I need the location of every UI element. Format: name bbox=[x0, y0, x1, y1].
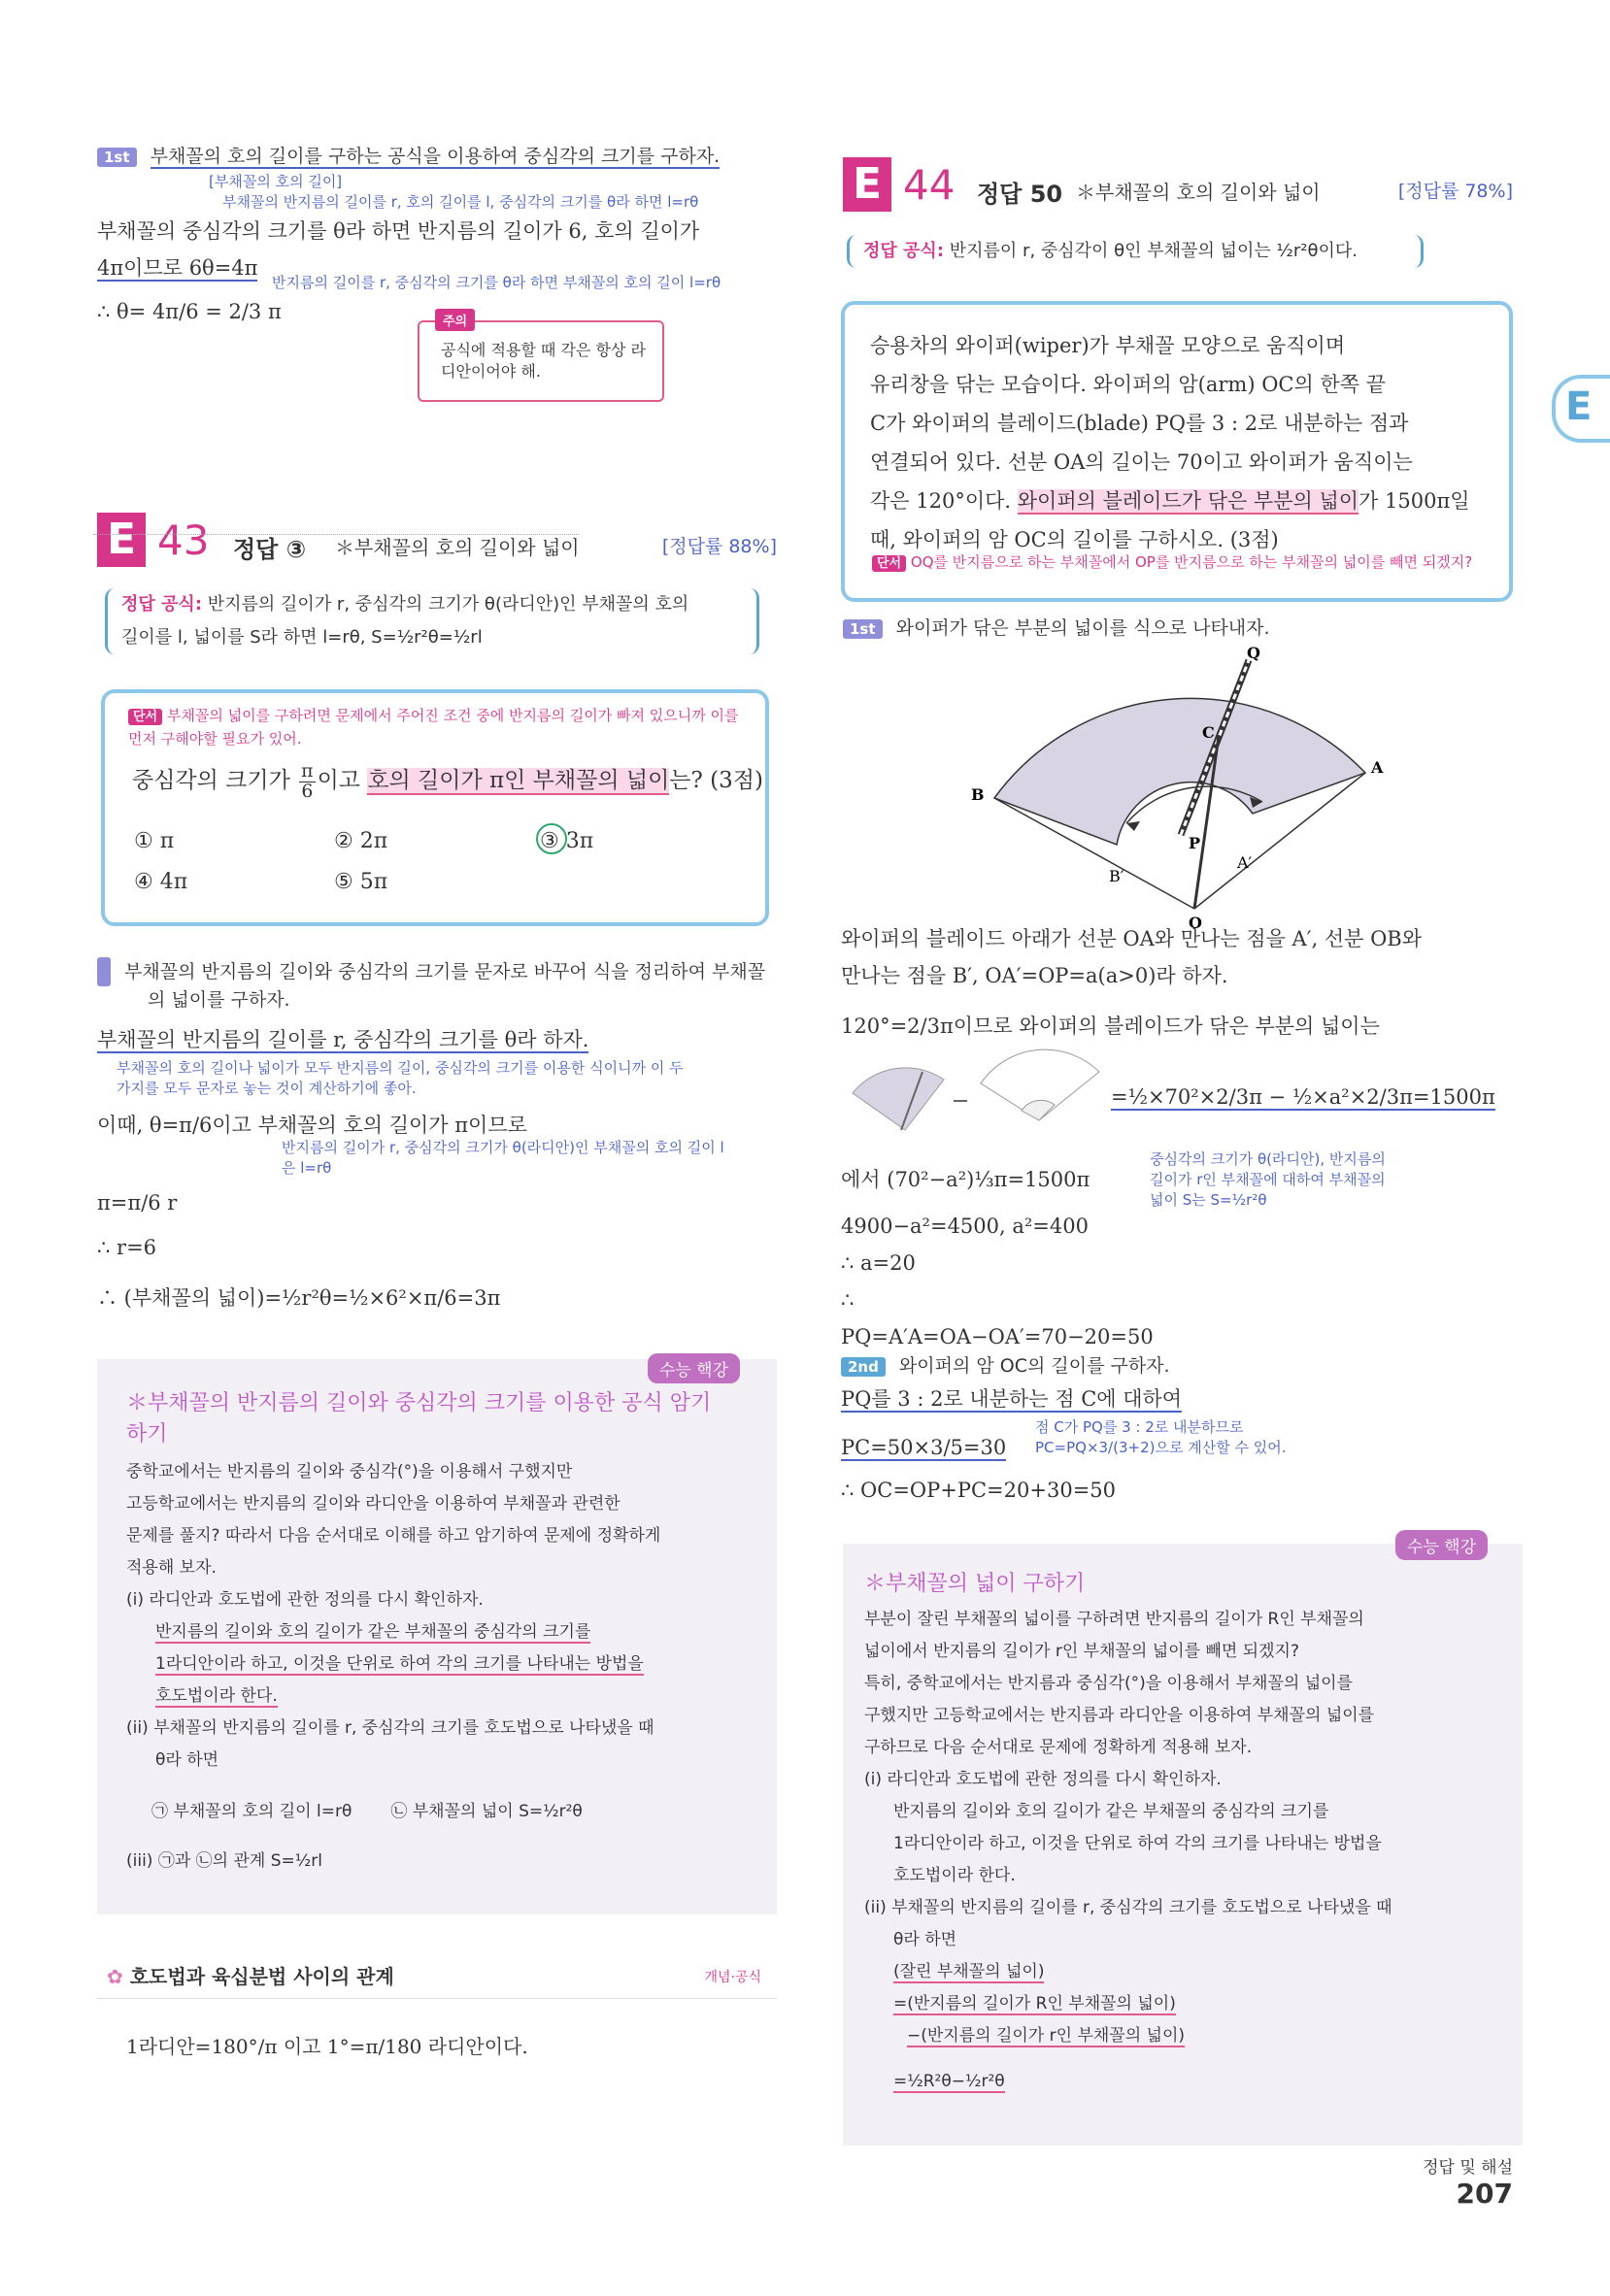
tip-badge: 수능 핵강 bbox=[1395, 1530, 1488, 1560]
section-letter: E bbox=[843, 157, 891, 212]
question-text: 중심각의 크기가 bbox=[132, 768, 290, 793]
choice-5[interactable]: ⑤ 5π bbox=[334, 870, 388, 894]
left-step2-header bbox=[53, 957, 777, 1014]
tip-text: 부분이 잘린 부채꼴의 넓이를 구하려면 반지름의 길이가 R인 부채꼴의 bbox=[864, 1610, 1364, 1629]
solution-line: 만나는 점을 B′, OA′=OP=a(a>0)라 하자. bbox=[841, 964, 1228, 987]
equation: 4π이므로 6θ=4π bbox=[97, 256, 258, 280]
tip-text: 반지름의 길이와 호의 길이가 같은 부채꼴의 중심각의 크기를 bbox=[893, 1802, 1329, 1821]
right-solution-3 bbox=[841, 1381, 1521, 1509]
question-text: C가 와이퍼의 블레이드(blade) PQ를 3 : 2로 내분하는 점과 bbox=[870, 412, 1409, 435]
wiper-figure bbox=[952, 641, 1418, 932]
relation-box bbox=[97, 1953, 777, 2078]
step-title: 와이퍼의 암 OC의 길이를 구하자. bbox=[898, 1355, 1170, 1377]
tip-title: ＊부채꼴의 반지름의 길이와 중심각의 크기를 이용한 공식 암기하기 bbox=[126, 1391, 712, 1447]
solution-line: ∴ r=6 bbox=[97, 1236, 157, 1259]
note-head: [부채꼴의 호의 길이] bbox=[209, 173, 343, 190]
label-q: Q bbox=[1247, 644, 1260, 662]
step-title: 부채꼴의 호의 길이를 구하는 공식을 이용하여 중심각의 크기를 구하자. bbox=[150, 146, 721, 167]
problem-e43-header bbox=[97, 513, 777, 567]
small-sector-inner bbox=[1022, 1100, 1055, 1120]
relation-tag: 개념·공식 bbox=[704, 1970, 761, 1985]
step-title: 부채꼴의 반지름의 길이와 중심각의 크기를 문자로 바꾸어 식을 정리하여 부채꼴의 넓이를 구하자. bbox=[124, 960, 766, 1011]
problem-e44-header bbox=[843, 157, 1513, 212]
section-letter: E bbox=[97, 513, 146, 567]
question-text: 각은 120°이다. bbox=[870, 489, 1012, 513]
left-column bbox=[97, 142, 777, 330]
tip-text: 호도법이라 한다. bbox=[155, 1686, 278, 1706]
question-text: 유리창을 닦는 모습이다. 와이퍼의 암(arm) OC의 한쪽 끝 bbox=[870, 373, 1386, 396]
flower-icon: ✿ bbox=[107, 1965, 123, 1988]
tip-formula: (잘린 부채꼴의 넓이) bbox=[893, 1962, 1045, 1981]
fraction bbox=[299, 759, 315, 802]
question-highlight: 호의 길이가 π인 부채꼴의 넓이 bbox=[367, 768, 670, 793]
hint-label: 단서 bbox=[128, 709, 162, 725]
question-text: 가 1500π일 bbox=[1358, 489, 1470, 513]
solution-line: ∴ a=20 bbox=[841, 1251, 916, 1275]
label-a: A bbox=[1371, 758, 1384, 777]
divider bbox=[97, 1998, 777, 1999]
right-solution-2 bbox=[841, 1161, 1152, 1355]
tip-formula: ㉡ 부채꼴의 넓이 S=½r²θ bbox=[390, 1802, 583, 1821]
choice-1[interactable]: ① π bbox=[134, 829, 175, 853]
wiped-region bbox=[994, 698, 1365, 845]
small-sector-big bbox=[853, 1068, 944, 1130]
answer: 정답 ③ bbox=[233, 536, 307, 563]
hint-text: OQ를 반지름으로 하는 부채꼴에서 OP를 반지름으로 하는 부채꼴의 넓이를 빼면 되겠지? bbox=[910, 553, 1473, 571]
tip-text: 특히, 중학교에서는 반지름과 중심각(°)을 이용해서 부채꼴의 넓이를 bbox=[864, 1674, 1353, 1693]
formula-label: 정답 공식: bbox=[121, 594, 203, 615]
equation: PQ를 3 : 2로 내분하는 점 C에 대하여 bbox=[841, 1387, 1183, 1411]
tip-body bbox=[864, 1604, 1505, 2098]
problem-number: 43 bbox=[157, 516, 210, 564]
solution-line: 와이퍼의 블레이드 아래가 선분 OA와 만나는 점을 A′, 선분 OB와 bbox=[841, 927, 1423, 950]
right-solution bbox=[841, 920, 1521, 1045]
formula-text: 반지름이 r, 중심각이 θ인 부채꼴의 넓이는 ½r²θ이다. bbox=[949, 241, 1358, 261]
tip-badge: 수능 핵강 bbox=[648, 1353, 740, 1383]
divider bbox=[93, 534, 579, 535]
solution-line: 부채꼴의 중심각의 크기를 θ라 하면 반지름의 길이가 6, 호의 길이가 bbox=[97, 219, 700, 243]
solution-line bbox=[97, 1021, 777, 1058]
hint bbox=[872, 551, 1472, 572]
answer-formula bbox=[105, 588, 759, 654]
tip-text: 1라디안이라 하고, 이것을 단위로 하여 각의 크기를 나타내는 방법을 bbox=[893, 1834, 1382, 1853]
hint bbox=[128, 705, 750, 749]
note-body: 부채꼴의 반지름의 길이를 r, 호의 길이를 l, 중심각의 크기를 θ라 하면 l=rθ bbox=[222, 193, 699, 211]
area-equation bbox=[1111, 1085, 1495, 1109]
caution-label: 주의 bbox=[435, 309, 475, 331]
solution-line: ∴ (부채꼴의 넓이)=½r²θ=½×6²×π/6=3π bbox=[97, 1286, 501, 1310]
problem-e43-box bbox=[101, 689, 769, 926]
formula-note: 중심각의 크기가 θ(라디안), 반지름의 길이가 r인 부채꼴에 대하여 부채꼴의 넓이 S는 S=½r²θ bbox=[1150, 1150, 1386, 1209]
numerator: π bbox=[301, 759, 314, 782]
solution-line: 120°=2/3π이므로 와이퍼의 블레이드가 닦은 부분의 넓이는 bbox=[841, 1015, 1380, 1038]
tip-formula: (iii) ㉠과 ㉡의 관계 S=½rl bbox=[126, 1851, 322, 1871]
formula-label: 정답 공식: bbox=[863, 241, 945, 261]
solution-line: ∴ OC=OP+PC=20+30=50 bbox=[841, 1479, 1117, 1502]
solution-line: ∴ PQ=A′A=OA−OA′=70−20=50 bbox=[841, 1288, 1154, 1348]
question-text: 는? (3점) bbox=[669, 768, 763, 793]
formula-text: 길이를 l, 넓이를 S라 하면 l=rθ, S=½r²θ=½rl bbox=[121, 627, 483, 648]
step-badge: 1st bbox=[97, 148, 137, 167]
label-b: B bbox=[971, 785, 985, 804]
relation-title bbox=[107, 1961, 394, 1989]
tip-title: ＊부채꼴의 넓이 구하기 bbox=[864, 1572, 1086, 1596]
tip-text: 반지름의 길이와 호의 길이가 같은 부채꼴의 중심각의 크기를 bbox=[155, 1622, 591, 1642]
right-tip-panel bbox=[843, 1538, 1523, 2146]
page-number: 207 bbox=[1456, 2178, 1513, 2210]
tip-text: 구했지만 고등학교에서는 반지름과 라디안을 이용하여 부채꼴의 넓이를 bbox=[864, 1706, 1375, 1725]
choice-2[interactable]: ② 2π bbox=[334, 829, 388, 853]
relation-title-text: 호도법과 육십분법 사이의 관계 bbox=[129, 1965, 394, 1988]
tip-text: (i) 라디안과 호도법에 관한 정의를 다시 확인하자. bbox=[126, 1590, 484, 1610]
arrow-left-icon bbox=[1126, 821, 1140, 831]
equation: 부채꼴의 반지름의 길이를 r, 중심각의 크기를 θ라 하자. bbox=[97, 1028, 589, 1051]
caution-text: 공식에 적용할 때 각은 항상 라디안이어야 해. bbox=[441, 341, 646, 381]
tip-text: 적용해 보자. bbox=[126, 1558, 217, 1578]
right-step2-header bbox=[841, 1351, 1170, 1378]
tip-text: (ii) 부채꼴의 반지름의 길이를 r, 중심각의 크기를 호도법으로 나타냈을 때 bbox=[864, 1898, 1392, 1917]
hint-label: 단서 bbox=[872, 555, 906, 572]
question-text: 때, 와이퍼의 암 OC의 길이를 구하시오. (3점) bbox=[870, 528, 1279, 551]
question-text: 이고 bbox=[317, 768, 360, 793]
right-step1-header bbox=[843, 614, 1270, 640]
formula-note bbox=[209, 172, 777, 213]
chapter-tab-letter: E bbox=[1565, 384, 1593, 429]
problem-e44-box bbox=[841, 301, 1513, 602]
correct-rate: [정답률 78%] bbox=[1397, 181, 1513, 202]
step-title: 와이퍼가 닦은 부분의 넓이를 식으로 나타내자. bbox=[895, 617, 1270, 639]
tip-formula: =(반지름의 길이가 R인 부채꼴의 넓이) bbox=[893, 1994, 1176, 2013]
tip-text: 넓이에서 반지름의 길이가 r인 부채꼴의 넓이를 빼면 되겠지? bbox=[864, 1642, 1299, 1661]
choice-4[interactable]: ④ 4π bbox=[134, 870, 188, 894]
tip-text: 문제를 풀지? 따라서 다음 순서대로 이해를 하고 암기하여 문제에 정확하게 bbox=[126, 1526, 661, 1546]
answer: 정답 50 bbox=[977, 181, 1063, 208]
tip-body bbox=[126, 1456, 757, 1878]
step-badge: 2nd bbox=[841, 1357, 886, 1377]
label-p: P bbox=[1189, 834, 1201, 852]
question-text: 연결되어 있다. 선분 OA의 길이는 70이고 와이퍼가 움직이는 bbox=[870, 450, 1413, 474]
choice-3[interactable]: ③ 3π bbox=[540, 829, 594, 853]
relation-text: 1라디안=180°/π 이고 1°=π/180 라디안이다. bbox=[126, 2035, 528, 2058]
question-highlight: 와이퍼의 블레이드가 닦은 부분의 넓이 bbox=[1017, 489, 1359, 513]
solution-line: ∴ θ= 4π/6 = 2/3 π bbox=[97, 300, 282, 323]
question bbox=[132, 761, 763, 801]
tip-text: 중학교에서는 반지름의 길이와 중심각(°)을 이용해서 구했지만 bbox=[126, 1462, 573, 1481]
label-o: O bbox=[1189, 914, 1202, 932]
tip-text: θ라 하면 bbox=[155, 1750, 219, 1770]
tip-formula: ㉠ 부채꼴의 호의 길이 l=rθ bbox=[151, 1802, 352, 1821]
chapter-tab[interactable] bbox=[1552, 375, 1610, 443]
solution-line: 에서 (70²−a²)⅓π=1500π bbox=[841, 1168, 1090, 1191]
topic: ＊부채꼴의 호의 길이와 넓이 bbox=[335, 536, 580, 559]
tip-text: (ii) 부채꼴의 반지름의 길이를 r, 중심각의 크기를 호도법으로 나타냈을 때 bbox=[126, 1718, 654, 1738]
equation: =½×70²×2/3π − ½×a²×2/3π=1500π bbox=[1111, 1085, 1495, 1109]
tip-text: 구하므로 다음 순서대로 문제에 정확하게 적용해 보자. bbox=[864, 1738, 1253, 1757]
caution-box bbox=[418, 315, 664, 402]
solution-line: 4900−a²=4500, a²=400 bbox=[841, 1215, 1089, 1238]
selected-answer-mark bbox=[536, 823, 567, 854]
solution-line: π=π/6 r bbox=[97, 1191, 178, 1215]
correct-rate: [정답률 88%] bbox=[661, 536, 777, 557]
denominator: 6 bbox=[301, 780, 314, 802]
tip-text: θ라 하면 bbox=[893, 1930, 957, 1949]
left-step1-header bbox=[97, 142, 777, 168]
tip-text: 1라디안이라 하고, 이것을 단위로 하여 각의 크기를 나타내는 방법을 bbox=[155, 1654, 644, 1674]
tip-text: (i) 라디안과 호도법에 관한 정의를 다시 확인하자. bbox=[864, 1770, 1222, 1789]
tip-text: 고등학교에서는 반지름의 길이와 라디안을 이용하여 부채꼴과 관련한 bbox=[126, 1494, 621, 1514]
tip-formula: −(반지름의 길이가 r인 부채꼴의 넓이) bbox=[907, 2026, 1186, 2046]
topic: ＊부채꼴의 호의 길이와 넓이 bbox=[1076, 181, 1321, 204]
formula-text: 반지름의 길이가 r, 중심각의 크기가 θ(라디안)인 부채꼴의 호의 bbox=[207, 594, 689, 615]
question-text: 승용차의 와이퍼(wiper)가 부채꼴 모양으로 움직이며 bbox=[870, 334, 1346, 357]
footer-label: 정답 및 해설 bbox=[1423, 2158, 1513, 2178]
small-sector-figures bbox=[845, 1062, 1109, 1140]
hint-text: 부채꼴의 넓이를 구하려면 문제에서 주어진 조건 중에 반지름의 길이가 빠져 있으니까 이를 먼저 구해야할 필요가 있어. bbox=[128, 707, 739, 748]
tip-text: 호도법이라 한다. bbox=[893, 1866, 1016, 1885]
left-step2 bbox=[53, 957, 777, 1316]
formula-note: 부채꼴의 호의 길이나 넓이가 모두 반지름의 길이, 중심각의 크기를 이용한 식이니까 이 두 가지를 모두 문자로 놓는 것이 계산하기에 좋아. bbox=[117, 1059, 684, 1097]
formula-note: 반지름의 길이를 r, 중심각의 크기를 θ라 하면 부채꼴의 호의 길이 l=rθ bbox=[272, 274, 721, 291]
step-badge: 1st bbox=[97, 957, 111, 986]
solution-line: 이때, θ=π/6이고 부채꼴의 호의 길이가 π이므로 bbox=[97, 1114, 527, 1137]
equation: PC=50×3/5=30 bbox=[841, 1436, 1007, 1459]
formula-note: 점 C가 PQ를 3 : 2로 내분하므로 PC=PQ×3/(3+2)으로 계산할 수 있어. bbox=[1035, 1418, 1287, 1456]
formula-note: 반지름의 길이가 r, 중심각의 크기가 θ(라디안)인 부채꼴의 호의 길이 l은 l=rθ bbox=[282, 1139, 724, 1177]
left-tip-panel bbox=[97, 1359, 777, 1914]
question bbox=[870, 326, 1492, 559]
label-b-prime: B′ bbox=[1109, 867, 1124, 885]
label-c: C bbox=[1202, 723, 1215, 742]
page-footer bbox=[1358, 2153, 1513, 2210]
tip-formula: =½R²θ−½r²θ bbox=[893, 2072, 1005, 2091]
problem-number: 44 bbox=[903, 161, 956, 209]
answer-formula bbox=[847, 235, 1424, 268]
label-a-prime: A′ bbox=[1237, 853, 1253, 872]
step-badge: 1st bbox=[843, 619, 883, 639]
